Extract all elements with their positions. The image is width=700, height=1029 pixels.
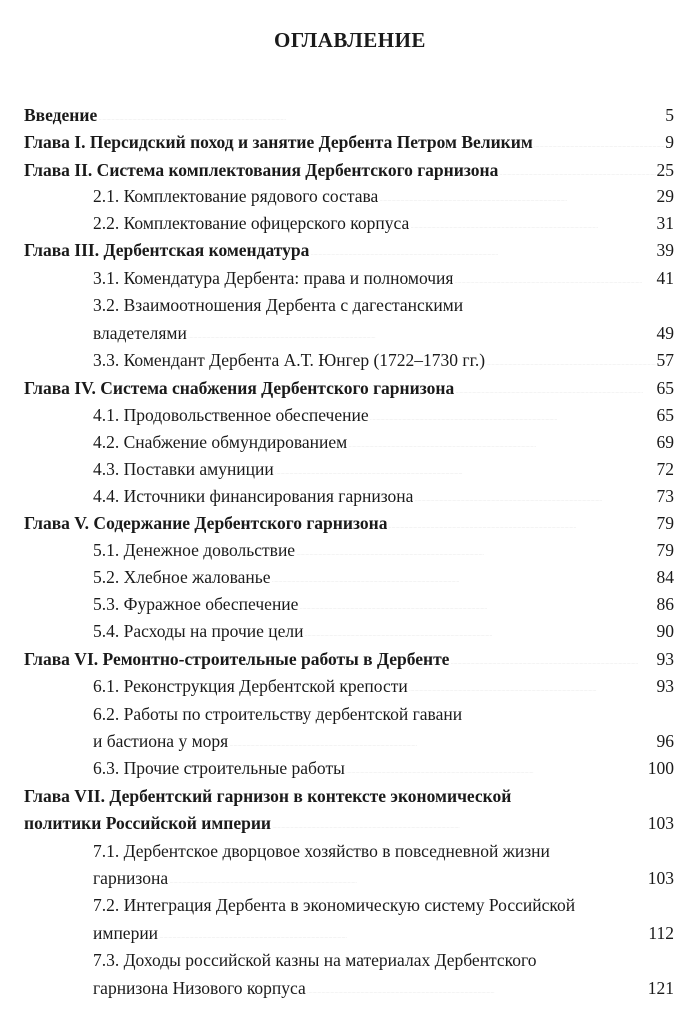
toc-entry-page: 84 [656,567,674,587]
toc-entry-label: гарнизона [93,868,169,888]
toc-entry-section-4-1[interactable] [93,402,674,428]
toc-entry-page: 65 [656,378,674,398]
dot-leader [409,674,656,692]
toc-entry-section-2-2[interactable] [93,210,674,236]
toc-entry-chapter-3[interactable] [24,237,674,263]
toc-entry-label: 4.4. Источники финансирования гарнизона [93,486,414,506]
toc-entry-chapter-4[interactable] [24,375,674,401]
dot-leader [310,238,655,256]
toc-entry-label: 5.4. Расходы на прочие цели [93,621,304,641]
toc-entry-chapter-2[interactable] [24,157,674,183]
toc-entry-label-line1: 3.2. Взаимоотношения Дербента с дагестанскими [93,295,464,315]
toc-entry-page: 57 [656,350,674,370]
dot-leader [414,484,655,502]
toc-entry-label: 4.2. Снабжение обмундированием [93,432,348,452]
toc-entry-page: 9 [665,132,674,152]
toc-entry-label-line1: 7.1. Дербентское дворцовое хозяйство в повседневной жизни [93,841,550,861]
toc-entry-page: 96 [656,731,674,751]
toc-entry-page: 39 [656,240,674,260]
toc-entry-label: владетелями [93,323,187,343]
toc-entry-page: 25 [656,160,674,180]
toc-entry-section-5-4[interactable] [93,618,674,644]
dot-leader [454,266,655,284]
dot-leader [379,184,655,202]
toc-entry-section-7-2[interactable] [93,920,674,946]
toc-entry-page: 103 [647,813,674,833]
dot-leader [534,130,664,148]
toc-entry-label: 5.3. Фуражное обеспечение [93,594,299,614]
toc-entry-section-3-2[interactable] [93,320,674,346]
toc-entry-section-3-3[interactable] [93,347,674,373]
toc-entry-label: Глава II. Система комплектования Дербентского гарнизона [24,160,499,180]
toc-entry-page: 65 [656,405,674,425]
toc-entry-page: 79 [656,513,674,533]
toc-entry-label: Введение [24,105,98,125]
toc-entry-page: 73 [656,486,674,506]
dot-leader [296,538,655,556]
dot-leader [272,565,656,583]
toc-entry-section-3-1[interactable] [93,265,674,291]
toc-entry-label: 3.1. Комендатура Дербента: права и полномочия [93,268,454,288]
toc-entry-label: 2.2. Комплектование офицерского корпуса [93,213,410,233]
toc-entry-label: гарнизона Низового корпуса [93,978,306,998]
toc-entry-page: 103 [647,868,674,888]
dot-leader [346,756,647,774]
toc-entry-label: Глава I. Персидский поход и занятие Дербента Петром Великим [24,132,533,152]
toc-entry-chapter-6[interactable] [24,646,674,672]
toc-entry-section-7-3[interactable] [93,975,674,1001]
dot-leader [188,321,656,339]
toc-entry-label: Глава III. Дербентская комендатура [24,240,310,260]
toc-entry-label: 2.1. Комплектование рядового состава [93,186,379,206]
toc-entry-chapter-1[interactable] [24,129,674,155]
toc-entry-section-6-2[interactable] [93,728,674,754]
toc-entry-section-6-1[interactable] [93,673,674,699]
dot-leader [348,430,655,448]
toc-entry-page: 93 [656,649,674,669]
dot-leader [388,511,655,529]
toc-entry-section-4-2[interactable] [93,429,674,455]
toc-entry-label: и бастиона у моря [93,731,229,751]
toc-entry-section-5-3[interactable] [93,591,674,617]
dot-leader [159,921,647,939]
dot-leader [307,976,647,994]
toc-entry-label: 6.1. Реконструкция Дербентской крепости [93,676,408,696]
toc-entry-chapter-7[interactable] [24,810,674,836]
toc-entry-label: 6.3. Прочие строительные работы [93,758,345,778]
toc-entry-page: 112 [648,923,674,943]
toc-entry-page: 86 [656,594,674,614]
dot-leader [299,592,655,610]
toc-entry-introduction[interactable] [24,102,674,128]
dot-leader [450,647,655,665]
toc-entry-label: Глава VI. Ремонтно-строительные работы в Дербенте [24,649,450,669]
toc-entry-page: 41 [656,268,674,288]
toc-entry-page: 29 [656,186,674,206]
dot-leader [272,811,647,829]
toc-entry-page: 69 [656,432,674,452]
dot-leader [98,103,664,121]
dot-leader [305,619,656,637]
toc-entry-section-6-3[interactable] [93,755,674,781]
toc-entry-section-4-4[interactable] [93,483,674,509]
toc-entry-section-7-1[interactable] [93,865,674,891]
toc-entry-label: 5.2. Хлебное жалованье [93,567,271,587]
toc-entry-section-5-1[interactable] [93,537,674,563]
toc-entry-page: 49 [656,323,674,343]
toc-entry-label-line1: 6.2. Работы по строительству дербентской гавани [93,704,463,724]
toc-entry-label-line1: 7.3. Доходы российской казны на материалах Дербентского [93,950,537,970]
toc-entry-label-line1: 7.2. Интеграция Дербента в экономическую систему Российской [93,895,576,915]
toc-entry-page: 31 [656,213,674,233]
toc-entry-page: 121 [647,978,674,998]
toc-entry-section-5-2[interactable] [93,564,674,590]
toc-entry-chapter-5[interactable] [24,510,674,536]
page-title: ОГЛАВЛЕНИЕ [274,28,426,52]
toc-entry-label: 5.1. Денежное довольствие [93,540,296,560]
toc-entry-label: 4.3. Поставки амуниции [93,459,274,479]
toc-entry-section-4-3[interactable] [93,456,674,482]
toc-entry-page: 79 [656,540,674,560]
dot-leader [229,729,655,747]
dot-leader [275,457,656,475]
dot-leader [486,348,655,366]
dot-leader [499,158,655,176]
toc-entry-page: 5 [665,105,674,125]
toc-entry-page: 100 [647,758,674,778]
dot-leader [169,866,647,884]
toc-entry-label: 3.3. Комендант Дербента А.Т. Юнгер (1722–1730 гг.) [93,350,486,370]
toc-entry-page: 72 [656,459,674,479]
toc-entry-label-line1: Глава VII. Дербентский гарнизон в контексте экономической [24,786,512,806]
dot-leader [370,403,656,421]
dot-leader [455,376,655,394]
toc-entry-page: 90 [656,621,674,641]
toc-entry-label: политики Российской империи [24,813,272,833]
toc-entry-label: империи [93,923,159,943]
toc-entry-label: Глава IV. Система снабжения Дербентского гарнизона [24,378,455,398]
toc-entry-section-2-1[interactable] [93,183,674,209]
toc-entry-label: Глава V. Содержание Дербентского гарнизона [24,513,388,533]
toc-entry-page: 93 [656,676,674,696]
dot-leader [410,211,655,229]
toc-entry-label: 4.1. Продовольственное обеспечение [93,405,369,425]
